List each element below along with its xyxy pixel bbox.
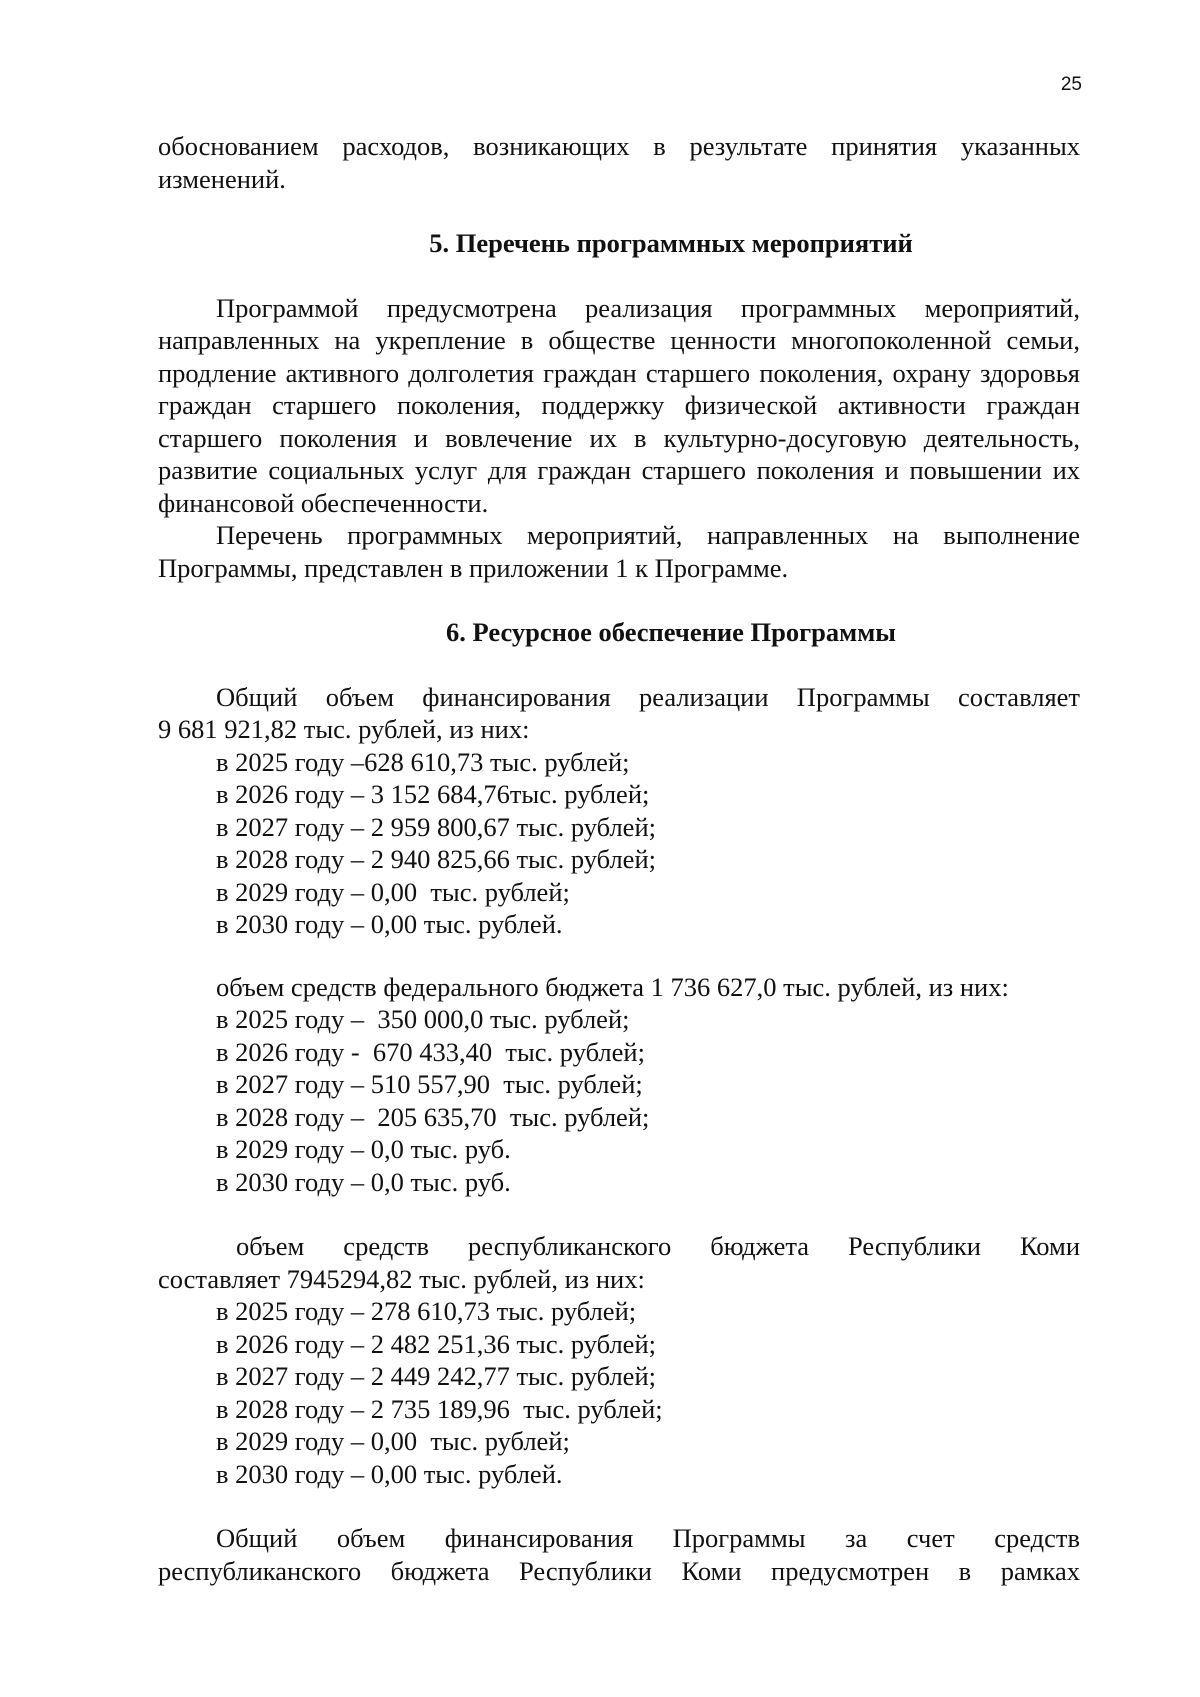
total-year-2026: в 2026 году – 3 152 684,76тыс. рублей; bbox=[216, 779, 650, 809]
section-5-heading: 5. Перечень программных мероприятий bbox=[429, 228, 913, 258]
total-funding-line-2: 9 681 921,82 тыс. рублей, из них: bbox=[158, 714, 530, 744]
federal-year-2028: в 2028 году – 205 635,70 тыс. рублей; bbox=[216, 1101, 650, 1132]
republic-year-2030: в 2030 году – 0,00 тыс. рублей. bbox=[216, 1458, 563, 1489]
republic-budget-line-1: объем средств республиканского бюджета Республики Коми bbox=[236, 1231, 1080, 1261]
republic-year-2026: в 2026 году – 2 482 251,36 тыс. рублей; bbox=[216, 1328, 656, 1359]
total-year-2028: в 2028 году – 2 940 825,66 тыс. рублей; bbox=[216, 844, 656, 874]
total-funding-line-1: Общий объем финансирования реализации Программы составляет bbox=[216, 681, 1080, 712]
total-year-2027: в 2027 году – 2 959 800,67 тыс. рублей; bbox=[216, 811, 656, 842]
section-5-paragraph-2: Перечень программных мероприятий, направленных на выполнение Программы, представлен в приложении 1 к Программе. bbox=[158, 520, 1080, 583]
federal-year-2030: в 2030 году – 0,0 тыс. руб. bbox=[216, 1166, 511, 1197]
republic-year-2029: в 2029 году – 0,00 тыс. рублей; bbox=[216, 1426, 570, 1456]
section-5-paragraph-1: Программой предусмотрена реализация программных мероприятий, направленных на укрепление в обществе ценности многопоколенной семьи, продление активного долголетия граждан старшего поколения, охрану здоровья граждан старшего поколения, поддержку физической активности граждан старшего поколения и вовлечение их в культурно-досуговую деятельность, развитие социальных услуг для граждан старшего поколения и повышении их финансовой обеспеченности. bbox=[158, 292, 1080, 518]
total-year-2025: в 2025 году –628 610,73 тыс. рублей; bbox=[216, 746, 630, 777]
federal-year-2029: в 2029 году – 0,0 тыс. руб. bbox=[216, 1134, 511, 1164]
document-body bbox=[158, 130, 1080, 1587]
total-year-2029: в 2029 году – 0,00 тыс. рублей; bbox=[216, 876, 570, 907]
intro-line-2: изменений. bbox=[158, 163, 286, 194]
federal-year-2025: в 2025 году – 350 000,0 тыс. рублей; bbox=[216, 1004, 630, 1034]
federal-budget-line: объем средств федерального бюджета 1 736 627,0 тыс. рублей, из них: bbox=[216, 971, 1009, 1002]
closing-line-1: Общий объем финансирования Программы за счет средств bbox=[216, 1523, 1080, 1553]
closing-line-2: республиканского бюджета Республики Коми предусмотрен в рамках bbox=[158, 1555, 1080, 1586]
republic-budget-line-2: составляет 7945294,82 тыс. рублей, из них: bbox=[158, 1263, 645, 1294]
intro-line-1: обоснованием расходов, возникающих в результате принятия указанных bbox=[158, 131, 1080, 161]
federal-year-2027: в 2027 году – 510 557,90 тыс. рублей; bbox=[216, 1069, 643, 1099]
federal-year-2026: в 2026 году - 670 433,40 тыс. рублей; bbox=[216, 1036, 645, 1067]
page-number: 25 bbox=[1060, 74, 1082, 95]
section-6-heading: 6. Ресурсное обеспечение Программы bbox=[446, 617, 896, 647]
republic-year-2028: в 2028 году – 2 735 189,96 тыс. рублей; bbox=[216, 1393, 663, 1424]
total-year-2030: в 2030 году – 0,00 тыс. рублей. bbox=[216, 909, 563, 939]
republic-year-2027: в 2027 году – 2 449 242,77 тыс. рублей; bbox=[216, 1361, 656, 1391]
republic-year-2025: в 2025 году – 278 610,73 тыс. рублей; bbox=[216, 1296, 637, 1326]
